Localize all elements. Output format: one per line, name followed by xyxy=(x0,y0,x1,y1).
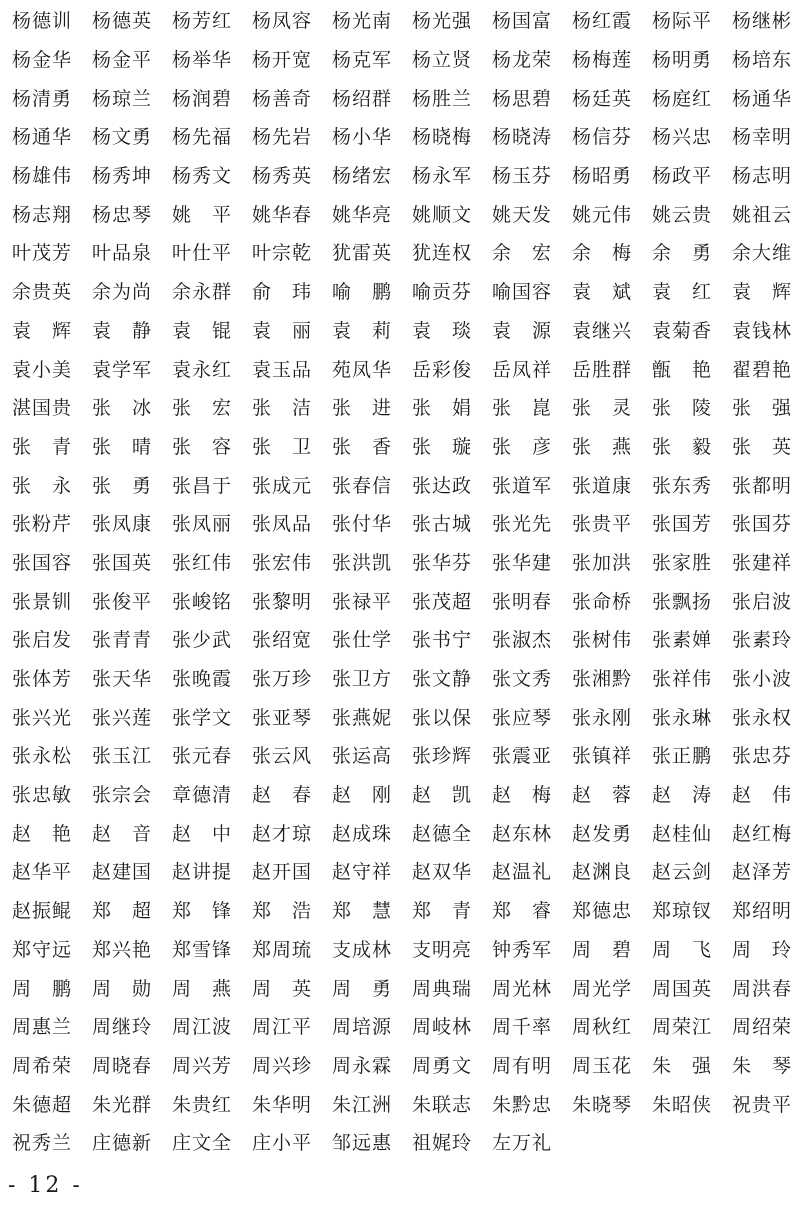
name-entry: 张少武 xyxy=(172,629,233,652)
name-entry: 张以保 xyxy=(412,706,473,729)
name-entry: 张粉芹 xyxy=(12,513,73,536)
name-entry: 张宏伟 xyxy=(252,551,313,574)
name-entry: 杨先岩 xyxy=(252,126,313,149)
name-entry: 张 灵 xyxy=(572,397,633,420)
name-entry: 杨培东 xyxy=(732,49,793,72)
name-entry: 袁 源 xyxy=(492,319,553,342)
name-entry: 张 强 xyxy=(732,397,793,420)
name-entry: 张启发 xyxy=(12,629,73,652)
name-entry: 张凤康 xyxy=(92,513,153,536)
name-entry: 余贵英 xyxy=(12,281,73,304)
name-entry: 叶仕平 xyxy=(172,242,233,265)
name-entry: 袁小美 xyxy=(12,358,73,381)
name-entry: 张永刚 xyxy=(572,706,633,729)
name-entry: 赵温礼 xyxy=(492,861,553,884)
name-entry: 张宗会 xyxy=(92,784,153,807)
name-entry: 杨忠琴 xyxy=(92,203,153,226)
name-entry: 周 玲 xyxy=(732,938,793,961)
name-entry: 张启波 xyxy=(732,590,793,613)
name-entry: 周 碧 xyxy=(572,938,633,961)
name-entry: 杨庭红 xyxy=(652,87,713,110)
name-entry: 喻国容 xyxy=(492,281,553,304)
name-entry: 杨思碧 xyxy=(492,87,553,110)
name-entry: 庄德新 xyxy=(92,1132,153,1155)
name-entry: 周江波 xyxy=(172,1016,233,1039)
name-entry: 袁 锟 xyxy=(172,319,233,342)
name-entry: 郑守远 xyxy=(12,938,73,961)
name-entry: 姚云贵 xyxy=(652,203,713,226)
name-entry: 赵泽芳 xyxy=(732,861,793,884)
name-entry: 张 宏 xyxy=(172,397,233,420)
name-entry: 张建祥 xyxy=(732,551,793,574)
name-entry: 姚华亮 xyxy=(332,203,393,226)
name-entry: 杨芳红 xyxy=(172,10,233,33)
name-entry: 喻贡芬 xyxy=(412,281,473,304)
name-entry: 郑 睿 xyxy=(492,900,553,923)
name-entry: 张 勇 xyxy=(92,474,153,497)
name-entry: 杨金平 xyxy=(92,49,153,72)
name-entry: 姚华春 xyxy=(252,203,313,226)
name-entry: 周晓春 xyxy=(92,1054,153,1077)
name-entry: 左万礼 xyxy=(492,1132,553,1155)
name-entry: 杨玉芬 xyxy=(492,165,553,188)
name-entry: 杨昭勇 xyxy=(572,165,633,188)
name-entry: 周有明 xyxy=(492,1054,553,1077)
name-entry: 周勇文 xyxy=(412,1054,473,1077)
name-entry: 张 英 xyxy=(732,435,793,458)
name-entry: 张春信 xyxy=(332,474,393,497)
name-entry: 张兴光 xyxy=(12,706,73,729)
name-entry: 郑兴艳 xyxy=(92,938,153,961)
name-entry: 支成林 xyxy=(332,938,393,961)
name-entry: 岳胜群 xyxy=(572,358,633,381)
name-entry: 朱德超 xyxy=(12,1093,73,1116)
name-entry: 杨晓涛 xyxy=(492,126,553,149)
name-entry: 张体芳 xyxy=(12,668,73,691)
name-entry: 周 勇 xyxy=(332,977,393,1000)
name-entry: 张晚霞 xyxy=(172,668,233,691)
name-entry: 章德清 xyxy=(172,784,233,807)
name-entry: 杨兴忠 xyxy=(652,126,713,149)
name-entry: 杨幸明 xyxy=(732,126,793,149)
name-entry: 杨小华 xyxy=(332,126,393,149)
name-list xyxy=(12,2,800,1163)
name-entry: 张道军 xyxy=(492,474,553,497)
name-entry: 支明亮 xyxy=(412,938,473,961)
name-entry: 张 进 xyxy=(332,397,393,420)
name-entry: 祝贵平 xyxy=(732,1093,793,1116)
name-entry: 郑 青 xyxy=(412,900,473,923)
name-entry: 张峻铭 xyxy=(172,590,233,613)
name-entry: 杨文勇 xyxy=(92,126,153,149)
name-entry: 张国容 xyxy=(12,551,73,574)
name-entry: 朱联志 xyxy=(412,1093,473,1116)
name-entry: 杨善奇 xyxy=(252,87,313,110)
name-entry: 张黎明 xyxy=(252,590,313,613)
name-entry: 周荣江 xyxy=(652,1016,713,1039)
name-entry: 张付华 xyxy=(332,513,393,536)
name-entry: 张应琴 xyxy=(492,706,553,729)
name-entry: 杨际平 xyxy=(652,10,713,33)
name-entry: 杨通华 xyxy=(732,87,793,110)
name-entry: 张永松 xyxy=(12,745,73,768)
name-entry: 张都明 xyxy=(732,474,793,497)
name-entry: 姚天发 xyxy=(492,203,553,226)
name-entry: 张正鹏 xyxy=(652,745,713,768)
name-entry: 周光林 xyxy=(492,977,553,1000)
name-entry: 郑绍明 xyxy=(732,900,793,923)
name-entry: 朱黔忠 xyxy=(492,1093,553,1116)
name-entry: 赵双华 xyxy=(412,861,473,884)
name-entry: 杨胜兰 xyxy=(412,87,473,110)
name-entry: 袁学军 xyxy=(92,358,153,381)
name-entry: 赵才琼 xyxy=(252,822,313,845)
name-entry: 朱华明 xyxy=(252,1093,313,1116)
name-entry: 杨凤容 xyxy=(252,10,313,33)
name-entry: 钟秀军 xyxy=(492,938,553,961)
name-entry: 郑 浩 xyxy=(252,900,313,923)
name-entry: 张 容 xyxy=(172,435,233,458)
name-entry: 赵振鲲 xyxy=(12,900,73,923)
name-entry: 杨光强 xyxy=(412,10,473,33)
name-entry: 杨清勇 xyxy=(12,87,73,110)
name-entry: 张凤品 xyxy=(252,513,313,536)
name-entry: 张震亚 xyxy=(492,745,553,768)
name-entry: 张元春 xyxy=(172,745,233,768)
name-entry: 朱 琴 xyxy=(732,1054,793,1077)
name-entry: 杨光南 xyxy=(332,10,393,33)
name-entry: 张华建 xyxy=(492,551,553,574)
name-entry: 张书宁 xyxy=(412,629,473,652)
name-entry: 张万珍 xyxy=(252,668,313,691)
name-entry: 张 燕 xyxy=(572,435,633,458)
name-entry: 张卫方 xyxy=(332,668,393,691)
name-entry: 张玉江 xyxy=(92,745,153,768)
name-entry: 赵 蓉 xyxy=(572,784,633,807)
name-entry: 郑 慧 xyxy=(332,900,393,923)
name-entry: 张命桥 xyxy=(572,590,633,613)
name-entry: 杨晓梅 xyxy=(412,126,473,149)
name-entry: 袁 莉 xyxy=(332,319,393,342)
name-entry: 张 彦 xyxy=(492,435,553,458)
name-entry: 杨继彬 xyxy=(732,10,793,33)
name-entry: 袁 斌 xyxy=(572,281,633,304)
name-entry: 杨秀文 xyxy=(172,165,233,188)
name-entry: 袁 辉 xyxy=(12,319,73,342)
name-entry: 周光学 xyxy=(572,977,633,1000)
name-entry: 袁永红 xyxy=(172,358,233,381)
name-entry: 杨明勇 xyxy=(652,49,713,72)
name-entry: 张贵平 xyxy=(572,513,633,536)
name-entry: 周兴珍 xyxy=(252,1054,313,1077)
name-entry: 张达政 xyxy=(412,474,473,497)
name-entry: 赵德全 xyxy=(412,822,473,845)
name-entry: 周惠兰 xyxy=(12,1016,73,1039)
name-entry: 犹连权 xyxy=(412,242,473,265)
name-entry: 周兴芳 xyxy=(172,1054,233,1077)
name-entry: 杨秀坤 xyxy=(92,165,153,188)
name-entry: 张文秀 xyxy=(492,668,553,691)
name-entry: 张天华 xyxy=(92,668,153,691)
name-entry: 张道康 xyxy=(572,474,633,497)
name-entry: 张飘扬 xyxy=(652,590,713,613)
name-entry: 张 璇 xyxy=(412,435,473,458)
name-entry: 张东秀 xyxy=(652,474,713,497)
name-entry: 赵华平 xyxy=(12,861,73,884)
name-entry: 杨德训 xyxy=(12,10,73,33)
name-entry: 张淑杰 xyxy=(492,629,553,652)
name-entry: 杨信芬 xyxy=(572,126,633,149)
name-entry: 朱昭侠 xyxy=(652,1093,713,1116)
name-entry: 周江平 xyxy=(252,1016,313,1039)
name-entry: 杨先福 xyxy=(172,126,233,149)
name-entry: 袁 琰 xyxy=(412,319,473,342)
name-entry: 杨志翔 xyxy=(12,203,73,226)
name-entry: 杨志明 xyxy=(732,165,793,188)
name-entry: 张 娟 xyxy=(412,397,473,420)
name-entry: 周 英 xyxy=(252,977,313,1000)
name-entry: 张 青 xyxy=(12,435,73,458)
name-entry: 邹远惠 xyxy=(332,1132,393,1155)
name-entry: 杨琼兰 xyxy=(92,87,153,110)
name-entry: 苑凤华 xyxy=(332,358,393,381)
name-entry: 张绍宽 xyxy=(252,629,313,652)
name-entry: 杨梅莲 xyxy=(572,49,633,72)
name-entry: 杨绍群 xyxy=(332,87,393,110)
name-entry: 杨金华 xyxy=(12,49,73,72)
name-entry: 湛国贵 xyxy=(12,397,73,420)
name-entry: 张 毅 xyxy=(652,435,713,458)
name-entry: 周洪春 xyxy=(732,977,793,1000)
name-entry: 余大维 xyxy=(732,242,793,265)
name-entry: 张 永 xyxy=(12,474,73,497)
name-entry: 张俊平 xyxy=(92,590,153,613)
name-entry: 赵 艳 xyxy=(12,822,73,845)
name-entry: 张凤丽 xyxy=(172,513,233,536)
name-entry: 郑琼钗 xyxy=(652,900,713,923)
name-entry: 余 宏 xyxy=(492,242,553,265)
name-entry: 张珍辉 xyxy=(412,745,473,768)
name-entry: 杨通华 xyxy=(12,126,73,149)
name-entry: 周玉花 xyxy=(572,1054,633,1077)
name-entry: 袁 丽 xyxy=(252,319,313,342)
name-entry: 岳彩俊 xyxy=(412,358,473,381)
name-entry: 赵开国 xyxy=(252,861,313,884)
name-entry: 杨克军 xyxy=(332,49,393,72)
name-entry: 周希荣 xyxy=(12,1054,73,1077)
name-entry: 俞 玮 xyxy=(252,281,313,304)
name-entry: 张仕学 xyxy=(332,629,393,652)
name-entry: 张文静 xyxy=(412,668,473,691)
name-entry: 赵 伟 xyxy=(732,784,793,807)
name-entry: 张昌于 xyxy=(172,474,233,497)
name-entry: 周岐林 xyxy=(412,1016,473,1039)
name-entry: 袁 红 xyxy=(652,281,713,304)
name-entry: 袁钱林 xyxy=(732,319,793,342)
name-entry: 周永霖 xyxy=(332,1054,393,1077)
name-entry: 张运高 xyxy=(332,745,393,768)
name-entry: 朱光群 xyxy=(92,1093,153,1116)
name-entry: 杨政平 xyxy=(652,165,713,188)
name-entry: 杨秀英 xyxy=(252,165,313,188)
name-entry: 张禄平 xyxy=(332,590,393,613)
name-entry: 赵 凯 xyxy=(412,784,473,807)
name-entry: 庄文全 xyxy=(172,1132,233,1155)
name-entry: 周 鹏 xyxy=(12,977,73,1000)
name-entry: 郑德忠 xyxy=(572,900,633,923)
name-entry: 张华芬 xyxy=(412,551,473,574)
name-entry: 赵红梅 xyxy=(732,822,793,845)
name-entry: 赵桂仙 xyxy=(652,822,713,845)
name-entry: 赵成珠 xyxy=(332,822,393,845)
name-entry: 赵 刚 xyxy=(332,784,393,807)
name-entry: 张小波 xyxy=(732,668,793,691)
name-entry: 张成元 xyxy=(252,474,313,497)
name-entry: 喻 鹏 xyxy=(332,281,393,304)
name-entry: 张加洪 xyxy=(572,551,633,574)
name-entry: 姚祖云 xyxy=(732,203,793,226)
name-entry: 张燕妮 xyxy=(332,706,393,729)
name-entry: 郑 锋 xyxy=(172,900,233,923)
name-entry: 张 冰 xyxy=(92,397,153,420)
name-entry: 周 飞 xyxy=(652,938,713,961)
name-entry: 张祥伟 xyxy=(652,668,713,691)
name-entry: 朱 强 xyxy=(652,1054,713,1077)
name-entry: 赵 音 xyxy=(92,822,153,845)
name-entry: 袁 辉 xyxy=(732,281,793,304)
name-entry: 周继玲 xyxy=(92,1016,153,1039)
name-entry: 郑雪锋 xyxy=(172,938,233,961)
name-entry: 赵云剑 xyxy=(652,861,713,884)
name-entry: 杨永军 xyxy=(412,165,473,188)
name-entry: 赵渊良 xyxy=(572,861,633,884)
name-entry: 杨绪宏 xyxy=(332,165,393,188)
page-number: - 12 - xyxy=(8,1173,83,1198)
name-entry: 张忠敏 xyxy=(12,784,73,807)
name-entry: 叶茂芳 xyxy=(12,242,73,265)
name-entry: 杨润碧 xyxy=(172,87,233,110)
name-entry: 周 燕 xyxy=(172,977,233,1000)
name-entry: 张茂超 xyxy=(412,590,473,613)
name-entry: 杨开宽 xyxy=(252,49,313,72)
name-entry: 张树伟 xyxy=(572,629,633,652)
name-entry: 赵讲提 xyxy=(172,861,233,884)
name-entry: 张湘黔 xyxy=(572,668,633,691)
name-entry: 张国芳 xyxy=(652,513,713,536)
name-entry: 赵东林 xyxy=(492,822,553,845)
name-entry: 张 陵 xyxy=(652,397,713,420)
name-entry: 朱江洲 xyxy=(332,1093,393,1116)
name-entry: 杨国富 xyxy=(492,10,553,33)
name-entry: 张素婵 xyxy=(652,629,713,652)
name-entry: 余 勇 xyxy=(652,242,713,265)
name-entry: 张学文 xyxy=(172,706,233,729)
name-entry: 张 晴 xyxy=(92,435,153,458)
name-entry: 余为尚 xyxy=(92,281,153,304)
name-entry: 叶品泉 xyxy=(92,242,153,265)
name-entry: 周 勋 xyxy=(92,977,153,1000)
name-entry: 杨雄伟 xyxy=(12,165,73,188)
name-entry: 姚元伟 xyxy=(572,203,633,226)
name-entry: 张云风 xyxy=(252,745,313,768)
name-entry: 余 梅 xyxy=(572,242,633,265)
name-entry: 袁 静 xyxy=(92,319,153,342)
name-entry: 张永琳 xyxy=(652,706,713,729)
name-entry: 翟碧艳 xyxy=(732,358,793,381)
name-entry: 郑周琉 xyxy=(252,938,313,961)
name-entry: 祖娓玲 xyxy=(412,1132,473,1155)
name-entry: 叶宗乾 xyxy=(252,242,313,265)
name-entry: 赵 涛 xyxy=(652,784,713,807)
name-entry: 周典瑞 xyxy=(412,977,473,1000)
name-entry: 袁菊香 xyxy=(652,319,713,342)
name-entry: 张 卫 xyxy=(252,435,313,458)
name-entry: 犹雷英 xyxy=(332,242,393,265)
name-entry: 张国英 xyxy=(92,551,153,574)
name-entry: 赵 春 xyxy=(252,784,313,807)
name-entry: 杨廷英 xyxy=(572,87,633,110)
name-entry: 周绍荣 xyxy=(732,1016,793,1039)
name-entry: 张明春 xyxy=(492,590,553,613)
name-entry: 余永群 xyxy=(172,281,233,304)
name-entry: 张镇祥 xyxy=(572,745,633,768)
name-entry: 张亚琴 xyxy=(252,706,313,729)
name-entry: 杨举华 xyxy=(172,49,233,72)
name-entry: 张 洁 xyxy=(252,397,313,420)
name-entry: 张光先 xyxy=(492,513,553,536)
name-entry: 杨龙荣 xyxy=(492,49,553,72)
name-entry: 赵守祥 xyxy=(332,861,393,884)
name-entry: 周培源 xyxy=(332,1016,393,1039)
name-entry: 张 崑 xyxy=(492,397,553,420)
name-entry: 岳凤祥 xyxy=(492,358,553,381)
name-entry: 朱贵红 xyxy=(172,1093,233,1116)
name-entry: 赵 梅 xyxy=(492,784,553,807)
name-entry: 姚 平 xyxy=(172,203,233,226)
name-entry: 周国英 xyxy=(652,977,713,1000)
name-entry: 杨德英 xyxy=(92,10,153,33)
name-entry: 庄小平 xyxy=(252,1132,313,1155)
name-entry: 张青青 xyxy=(92,629,153,652)
name-entry: 张洪凯 xyxy=(332,551,393,574)
name-entry: 张兴莲 xyxy=(92,706,153,729)
name-entry: 袁玉品 xyxy=(252,358,313,381)
name-entry: 甑 艳 xyxy=(652,358,713,381)
name-entry: 郑 超 xyxy=(92,900,153,923)
name-entry: 袁继兴 xyxy=(572,319,633,342)
name-entry: 张家胜 xyxy=(652,551,713,574)
name-entry: 祝秀兰 xyxy=(12,1132,73,1155)
name-entry: 杨红霞 xyxy=(572,10,633,33)
name-entry: 张古城 xyxy=(412,513,473,536)
name-entry: 赵 中 xyxy=(172,822,233,845)
name-entry: 杨立贤 xyxy=(412,49,473,72)
name-entry: 张永权 xyxy=(732,706,793,729)
name-entry: 周千率 xyxy=(492,1016,553,1039)
name-entry: 张国芬 xyxy=(732,513,793,536)
name-entry: 张景钏 xyxy=(12,590,73,613)
name-entry: 赵发勇 xyxy=(572,822,633,845)
name-entry: 周秋红 xyxy=(572,1016,633,1039)
name-entry: 张红伟 xyxy=(172,551,233,574)
name-entry: 张忠芬 xyxy=(732,745,793,768)
name-entry: 张素玲 xyxy=(732,629,793,652)
name-entry: 朱晓琴 xyxy=(572,1093,633,1116)
name-entry: 张 香 xyxy=(332,435,393,458)
name-entry: 赵建国 xyxy=(92,861,153,884)
name-entry: 姚顺文 xyxy=(412,203,473,226)
